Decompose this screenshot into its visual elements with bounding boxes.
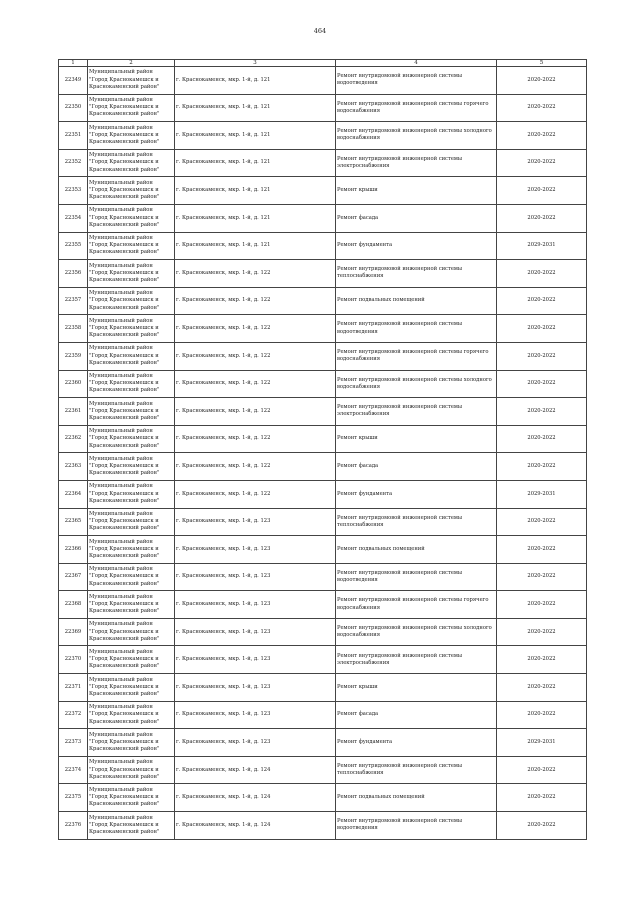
table-row [59,756,587,784]
address-cell: г. Краснокаменск, мкр. 1-й, д. 124 [175,812,336,840]
table-row [59,370,587,398]
table-row [59,425,587,453]
period-cell: 2020-2022 [497,646,587,674]
row-number: 22358 [59,315,88,343]
municipality-cell: Муниципальный район "Город Краснокамешск и Краснокаменский район" [88,342,175,370]
municipality-cell: Муниципальный район "Город Краснокамешск и Краснокаменский район" [88,508,175,536]
table-row [59,260,587,288]
work-type-cell: Ремонт внутридомовой инженерной системы водоотведения [336,315,497,343]
address-cell: г. Краснокаменск, мкр. 1-й, д. 121 [175,149,336,177]
period-cell: 2020-2022 [497,536,587,564]
period-cell: 2020-2022 [497,370,587,398]
period-cell: 2020-2022 [497,563,587,591]
row-number: 22349 [59,67,88,95]
municipality-cell: Муниципальный район "Город Краснокамешск и Краснокаменский район" [88,398,175,426]
work-type-cell: Ремонт внутридомовой инженерной системы теплоснабжения [336,508,497,536]
row-number: 22356 [59,260,88,288]
work-type-cell: Ремонт внутридомовой инженерной системы электроснабжения [336,149,497,177]
period-cell: 2020-2022 [497,674,587,702]
row-number: 22373 [59,729,88,757]
row-number: 22371 [59,674,88,702]
work-type-cell: Ремонт фасада [336,701,497,729]
municipality-cell: Муниципальный район "Город Краснокамешск и Краснокаменский район" [88,232,175,260]
address-cell: г. Краснокаменск, мкр. 1-й, д. 122 [175,315,336,343]
period-cell: 2029-2031 [497,729,587,757]
address-cell: г. Краснокаменск, мкр. 1-й, д. 122 [175,398,336,426]
table-row [59,812,587,840]
table-row [59,618,587,646]
work-type-cell: Ремонт внутридомовой инженерной системы холодного водоснабжения [336,370,497,398]
period-cell: 2020-2022 [497,204,587,232]
table-row [59,315,587,343]
municipality-cell: Муниципальный район "Город Краснокамешск и Краснокаменский район" [88,67,175,95]
municipality-cell: Муниципальный район "Город Краснокамешск и Краснокаменский район" [88,812,175,840]
work-type-cell: Ремонт внутридомовой инженерной системы горячего водоснабжения [336,94,497,122]
period-cell: 2020-2022 [497,591,587,619]
work-type-cell: Ремонт внутридомовой инженерной системы холодного водоснабжения [336,122,497,150]
work-type-cell: Ремонт внутридомовой инженерной системы холодного водоснабжения [336,618,497,646]
period-cell: 2020-2022 [497,701,587,729]
address-cell: г. Краснокаменск, мкр. 1-й, д. 123 [175,563,336,591]
municipality-cell: Муниципальный район "Город Краснокамешск и Краснокаменский район" [88,315,175,343]
row-number: 22362 [59,425,88,453]
row-number: 22369 [59,618,88,646]
address-cell: г. Краснокаменск, мкр. 1-й, д. 121 [175,67,336,95]
work-type-cell: Ремонт внутридомовой инженерной системы горячего водоснабжения [336,342,497,370]
work-type-cell: Ремонт внутридомовой инженерной системы электроснабжения [336,398,497,426]
repair-schedule-table [58,59,587,840]
work-type-cell: Ремонт внутридомовой инженерной системы теплоснабжения [336,756,497,784]
table-header [59,60,587,67]
work-type-cell: Ремонт внутридомовой инженерной системы электроснабжения [336,646,497,674]
table-row [59,453,587,481]
column-header-3: 3 [175,60,336,67]
row-number: 22366 [59,536,88,564]
row-number: 22364 [59,480,88,508]
municipality-cell: Муниципальный район "Город Краснокамешск и Краснокаменский район" [88,149,175,177]
table-row [59,674,587,702]
address-cell: г. Краснокаменск, мкр. 1-й, д. 124 [175,784,336,812]
municipality-cell: Муниципальный район "Город Краснокамешск и Краснокаменский район" [88,729,175,757]
table-row [59,232,587,260]
municipality-cell: Муниципальный район "Город Краснокамешск и Краснокаменский район" [88,177,175,205]
work-type-cell: Ремонт фундамента [336,729,497,757]
row-number: 22374 [59,756,88,784]
row-number: 22368 [59,591,88,619]
row-number: 22352 [59,149,88,177]
address-cell: г. Краснокаменск, мкр. 1-й, д. 122 [175,287,336,315]
row-number: 22350 [59,94,88,122]
address-cell: г. Краснокаменск, мкр. 1-й, д. 121 [175,122,336,150]
table-row [59,177,587,205]
period-cell: 2020-2022 [497,315,587,343]
municipality-cell: Муниципальный район "Город Краснокамешск и Краснокаменский район" [88,536,175,564]
row-number: 22355 [59,232,88,260]
period-cell: 2020-2022 [497,287,587,315]
address-cell: г. Краснокаменск, мкр. 1-й, д. 123 [175,729,336,757]
table-row [59,536,587,564]
address-cell: г. Краснокаменск, мкр. 1-й, д. 121 [175,177,336,205]
row-number: 22353 [59,177,88,205]
row-number: 22351 [59,122,88,150]
municipality-cell: Муниципальный район "Город Краснокамешск и Краснокаменский район" [88,453,175,481]
address-cell: г. Краснокаменск, мкр. 1-й, д. 124 [175,756,336,784]
table-row [59,701,587,729]
period-cell: 2020-2022 [497,67,587,95]
work-type-cell: Ремонт подвальных помещений [336,287,497,315]
period-cell: 2020-2022 [497,177,587,205]
period-cell: 2020-2022 [497,812,587,840]
address-cell: г. Краснокаменск, мкр. 1-й, д. 123 [175,508,336,536]
row-number: 22365 [59,508,88,536]
period-cell: 2029-2031 [497,232,587,260]
municipality-cell: Муниципальный район "Город Краснокамешск и Краснокаменский район" [88,260,175,288]
table-row [59,729,587,757]
period-cell: 2020-2022 [497,784,587,812]
table-row [59,591,587,619]
period-cell: 2020-2022 [497,508,587,536]
header-row [59,60,587,67]
municipality-cell: Муниципальный район "Город Краснокамешск и Краснокаменский район" [88,756,175,784]
municipality-cell: Муниципальный район "Город Краснокамешск и Краснокаменский район" [88,618,175,646]
row-number: 22359 [59,342,88,370]
work-type-cell: Ремонт крыши [336,674,497,702]
row-number: 22367 [59,563,88,591]
period-cell: 2020-2022 [497,94,587,122]
work-type-cell: Ремонт внутридомовой инженерной системы теплоснабжения [336,260,497,288]
municipality-cell: Муниципальный район "Город Краснокамешск и Краснокаменский район" [88,674,175,702]
row-number: 22375 [59,784,88,812]
municipality-cell: Муниципальный район "Город Краснокамешск и Краснокаменский район" [88,701,175,729]
row-number: 22354 [59,204,88,232]
work-type-cell: Ремонт внутридомовой инженерной системы водоотведения [336,67,497,95]
address-cell: г. Краснокаменск, мкр. 1-й, д. 123 [175,536,336,564]
column-header-5: 5 [497,60,587,67]
address-cell: г. Краснокаменск, мкр. 1-й, д. 122 [175,453,336,481]
row-number: 22376 [59,812,88,840]
work-type-cell: Ремонт внутридомовой инженерной системы водоотведения [336,812,497,840]
page-number: 464 [313,27,327,35]
address-cell: г. Краснокаменск, мкр. 1-й, д. 123 [175,618,336,646]
address-cell: г. Краснокаменск, мкр. 1-й, д. 121 [175,94,336,122]
address-cell: г. Краснокаменск, мкр. 1-й, д. 122 [175,425,336,453]
municipality-cell: Муниципальный район "Город Краснокамешск и Краснокаменский район" [88,784,175,812]
table-row [59,287,587,315]
municipality-cell: Муниципальный район "Город Краснокамешск и Краснокаменский район" [88,646,175,674]
table-row [59,204,587,232]
municipality-cell: Муниципальный район "Город Краснокамешск и Краснокаменский район" [88,425,175,453]
table-row [59,480,587,508]
municipality-cell: Муниципальный район "Город Краснокамешск и Краснокаменский район" [88,480,175,508]
row-number: 22370 [59,646,88,674]
row-number: 22372 [59,701,88,729]
table-row [59,508,587,536]
municipality-cell: Муниципальный район "Город Краснокамешск и Краснокаменский район" [88,94,175,122]
work-type-cell: Ремонт подвальных помещений [336,784,497,812]
work-type-cell: Ремонт внутридомовой инженерной системы горячего водоснабжения [336,591,497,619]
period-cell: 2029-2031 [497,480,587,508]
table-row [59,342,587,370]
table-row [59,67,587,95]
table-body [59,67,587,840]
address-cell: г. Краснокаменск, мкр. 1-й, д. 122 [175,480,336,508]
table-row [59,398,587,426]
municipality-cell: Муниципальный район "Город Краснокамешск и Краснокаменский район" [88,591,175,619]
work-type-cell: Ремонт фундамента [336,480,497,508]
work-type-cell: Ремонт крыши [336,177,497,205]
work-type-cell: Ремонт подвальных помещений [336,536,497,564]
work-type-cell: Ремонт фасада [336,204,497,232]
table-row [59,94,587,122]
table-row [59,784,587,812]
table-row [59,122,587,150]
municipality-cell: Муниципальный район "Город Краснокамешск и Краснокаменский район" [88,563,175,591]
table-row [59,563,587,591]
municipality-cell: Муниципальный район "Город Краснокамешск и Краснокаменский район" [88,122,175,150]
address-cell: г. Краснокаменск, мкр. 1-й, д. 123 [175,591,336,619]
table-row [59,646,587,674]
address-cell: г. Краснокаменск, мкр. 1-й, д. 122 [175,260,336,288]
period-cell: 2020-2022 [497,398,587,426]
address-cell: г. Краснокаменск, мкр. 1-й, д. 121 [175,204,336,232]
address-cell: г. Краснокаменск, мкр. 1-й, д. 123 [175,646,336,674]
period-cell: 2020-2022 [497,122,587,150]
municipality-cell: Муниципальный район "Город Краснокамешск и Краснокаменский район" [88,370,175,398]
period-cell: 2020-2022 [497,425,587,453]
table-row [59,149,587,177]
address-cell: г. Краснокаменск, мкр. 1-й, д. 121 [175,232,336,260]
row-number: 22361 [59,398,88,426]
address-cell: г. Краснокаменск, мкр. 1-й, д. 123 [175,674,336,702]
address-cell: г. Краснокаменск, мкр. 1-й, д. 123 [175,701,336,729]
period-cell: 2020-2022 [497,756,587,784]
municipality-cell: Муниципальный район "Город Краснокамешск и Краснокаменский район" [88,287,175,315]
work-type-cell: Ремонт крыши [336,425,497,453]
work-type-cell: Ремонт внутридомовой инженерной системы водоотведения [336,563,497,591]
row-number: 22363 [59,453,88,481]
work-type-cell: Ремонт фундамента [336,232,497,260]
period-cell: 2020-2022 [497,453,587,481]
column-header-2: 2 [88,60,175,67]
address-cell: г. Краснокаменск, мкр. 1-й, д. 122 [175,370,336,398]
row-number: 22360 [59,370,88,398]
period-cell: 2020-2022 [497,342,587,370]
work-type-cell: Ремонт фасада [336,453,497,481]
municipality-cell: Муниципальный район "Город Краснокамешск и Краснокаменский район" [88,204,175,232]
address-cell: г. Краснокаменск, мкр. 1-й, д. 122 [175,342,336,370]
period-cell: 2020-2022 [497,618,587,646]
row-number: 22357 [59,287,88,315]
period-cell: 2020-2022 [497,149,587,177]
column-header-4: 4 [336,60,497,67]
period-cell: 2020-2022 [497,260,587,288]
column-header-1: 1 [59,60,88,67]
